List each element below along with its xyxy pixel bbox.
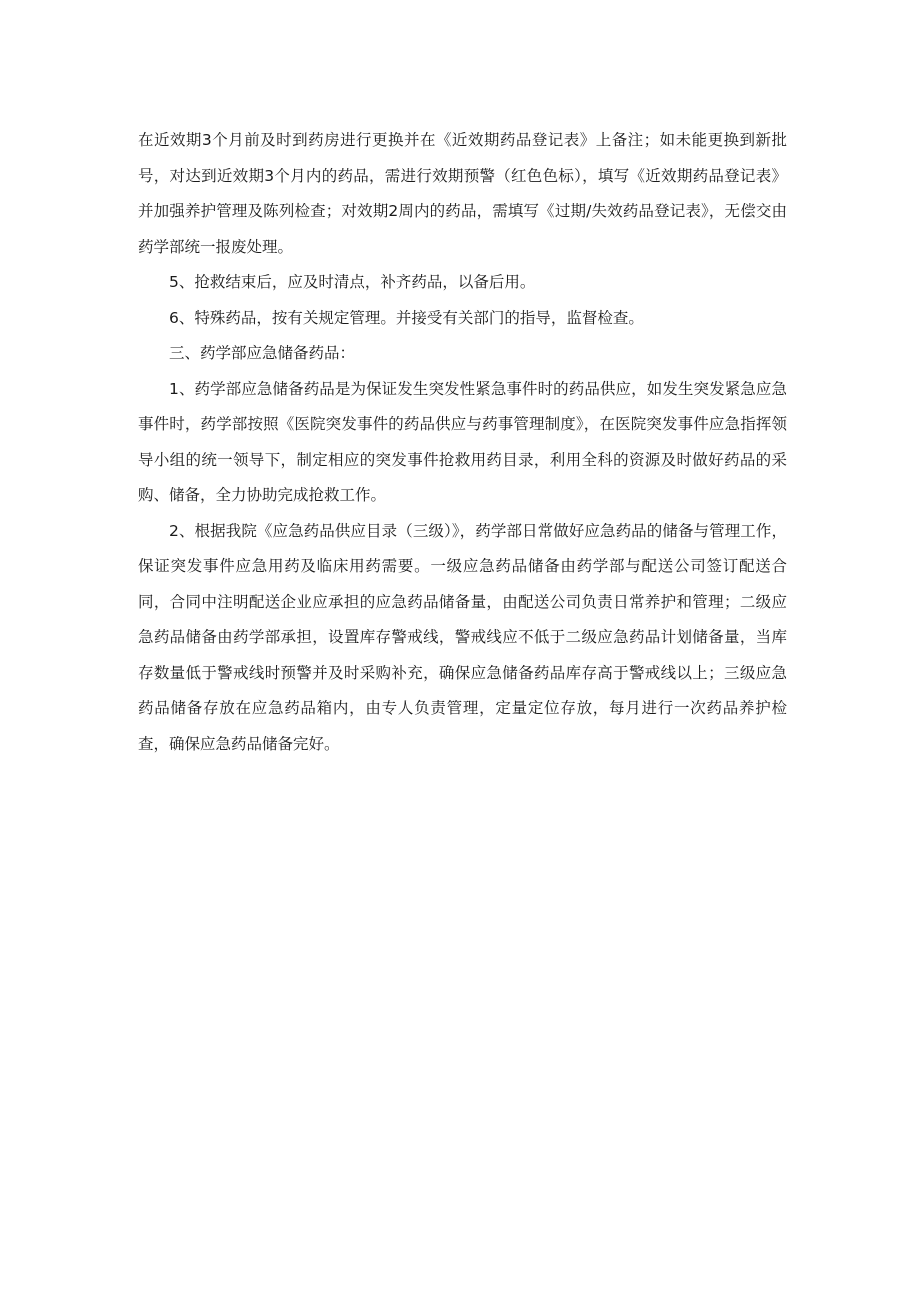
paragraph-item-5: 5、抢救结束后，应及时清点，补齐药品，以备后用。 bbox=[169, 273, 536, 291]
document-body bbox=[138, 123, 787, 762]
section-heading-3: 三、药学部应急储备药品： bbox=[169, 344, 356, 362]
paragraph-item-6: 6、特殊药品，按有关规定管理。并接受有关部门的指导，监督检查。 bbox=[169, 308, 644, 327]
paragraph-section3-item-2: 2、根据我院《应急药品供应目录（三级）》，药学部日常做好应急药品的储备与管理工作，保证突发事件应急用药及临床用药需要。一级应急药品储备由药学部与配送公司签订配送合同，合同中注明配送企业应承担的应急药品储备量，由配送公司负责日常养护和管理；二级应急药品储备由药学部承担，设置库存警戒线，警戒线应不低于二级应急药品计划储备量，当库存数量低于警戒线时预警并及时采购补充，确保应急储备药品库存高于警戒线以上；三级应急药品储备存放在应急药品箱内，由专人负责管理，定量定位存放，每月进行一次药品养护检查，确保应急药品储备完好。 bbox=[138, 521, 787, 753]
paragraph-section3-item-1: 1、药学部应急储备药品是为保证发生突发性紧急事件时的药品供应，如发生突发紧急应急事件时，药学部按照《医院突发事件的药品供应与药事管理制度》，在医院突发事件应急指挥领导小组的统一领导下，制定相应的突发事件抢救用药目录，利用全科的资源及时做好药品的采购、储备，全力协助完成抢救工作。 bbox=[138, 379, 787, 504]
paragraph-expiry-continuation: 在近效期3个月前及时到药房进行更换并在《近效期药品登记表》上备注；如未能更换到新批号，对达到近效期3个月内的药品，需进行效期预警（红色色标），填写《近效期药品登记表》并加强养护管理及陈列检查；对效期2周内的药品，需填写《过期/失效药品登记表》，无偿交由药学部统一报废处理。 bbox=[138, 131, 787, 256]
